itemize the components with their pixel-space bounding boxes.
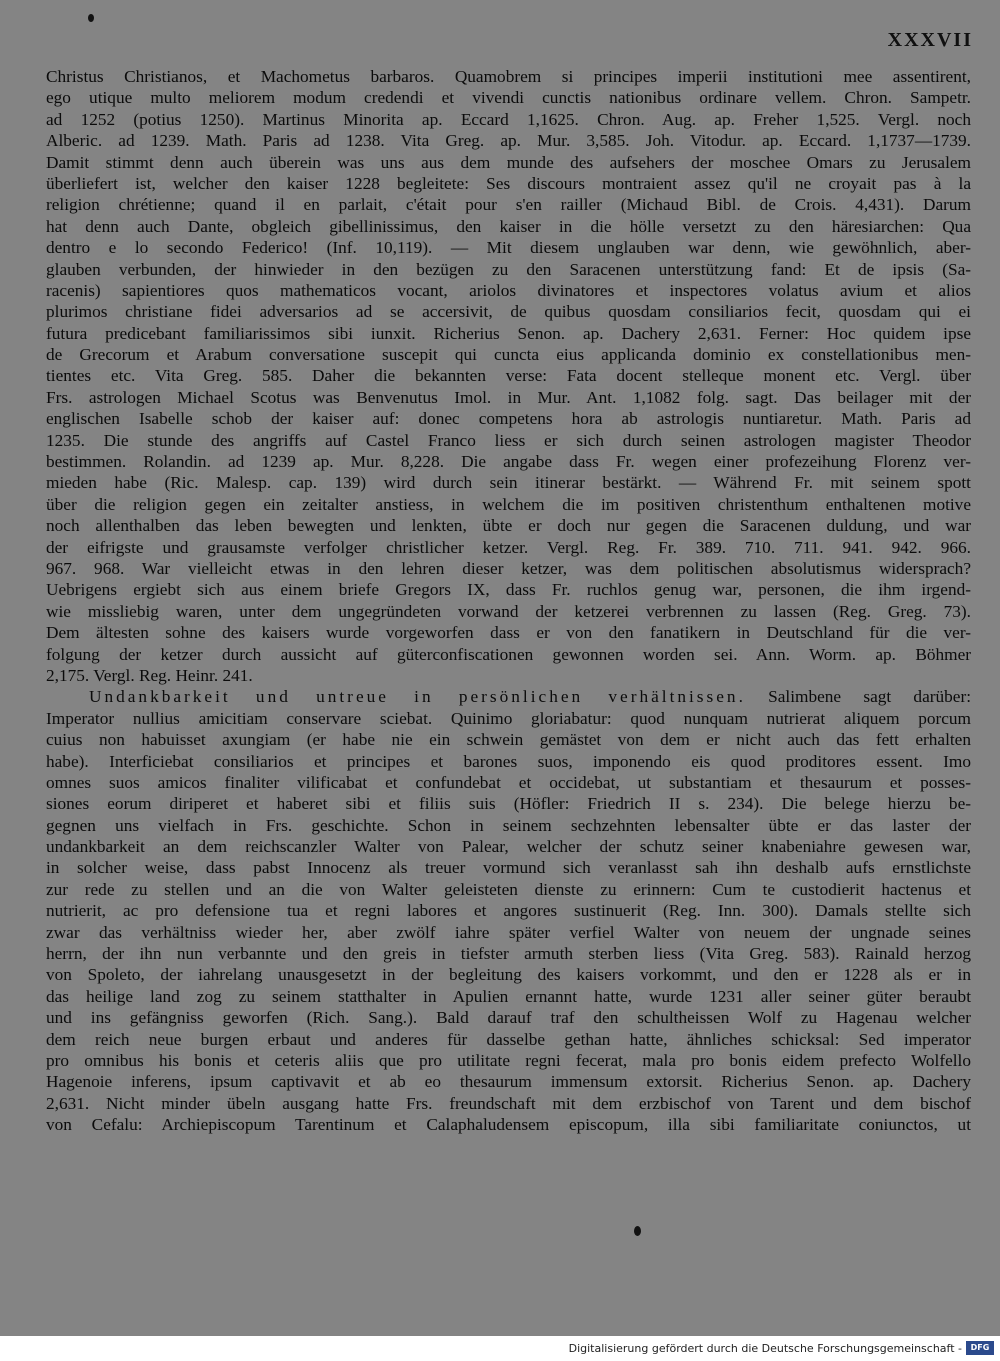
text-line: undankbarkeit an dem reichscanzler Walter von Palear, welcher der schutz seiner knabeniahre gewesen war, (46, 837, 971, 857)
text-line: bestimmen. Rolandin. ad 1239 ap. Mur. 8,228. Die angabe dass Fr. wegen einer profezeihung Florenz ver- (46, 452, 971, 472)
text-line: hat denn auch Dante, obgleich gibellinissimus, den kaiser in die hölle versetzt zu den häresiarchen: Qua (46, 216, 971, 236)
text-line: und ins gefängniss geworfen (Rich. Sang.). Bald darauf traf den schultheissen Wolf zu Hagenau welcher (46, 1008, 971, 1028)
text-line: siones eorum diriperet et haberet sibi et filiis suis (Höfler: Friedrich II s. 234). Die belege hierzu be- (46, 794, 971, 814)
text-line: wie missliebig waren, unter dem ungegründeten vorwand der ketzerei verbrennen zu lassen (Reg. Greg. 73). (46, 601, 971, 621)
text-line: plurimos christiane fidei adversarios ad se accersivit, de quibus quosdam consiliarios fecit, quosdam qui ei (46, 302, 971, 322)
text-line: religion chrétienne; quand il en parlait, c'était pour s'en railler (Michaud Bibl. de Crois. 4,431). Darum (46, 195, 971, 215)
text-line: ego utique multo meliorem modum credendi et vivendi cunctis nationibus ordinare vellem. Chron. Sampetr. (46, 88, 971, 108)
dfg-logo: DFG (966, 1341, 994, 1355)
text-line: omnes suos amicos finaliter vilificabat et confundebat et occidebat, ut substantiam et thesaurum et posses- (46, 772, 971, 792)
text-line: Imperator nullius amicitiam conservare sciebat. Quinimo gloriabatur: quod nunquam nutrierat aliquem porcum (46, 708, 971, 728)
text-line: das heilige land zog zu seinem statthalter in Apulien ernannt hatte, wurde 1231 aller seiner güter beraubt (46, 986, 971, 1006)
text-line: Christus Christianos, et Machometus barbaros. Quamobrem si principes imperii institutioni mee assentirent, (46, 67, 971, 86)
text-line: glauben verbunden, der hinwieder in den bezügen zu den Saracenen unterstützung fand: Et de ipsis (Sa- (46, 259, 971, 279)
text-line: pro omnibus his bonis et ceteris aliis que pro utilitate regni fecerat, mala pro bonis eidem prefecto Wolfello (46, 1050, 971, 1070)
text-line: 967. 968. War vielleicht etwas in den lehren dieser ketzer, was dem politischen absolutismus widersprach? (46, 558, 971, 578)
text-line: Uebrigens ergiebt sich aus einem briefe Gregors IX, dass Fr. ruchlos genug war, personen, die ihm irgend- (46, 580, 971, 600)
text-line: der eifrigste und grausamste verfolger christlicher ketzer. Vergl. Reg. Fr. 389. 710. 711. 941. 942. 966. (46, 537, 971, 557)
footer-bar (0, 1336, 1000, 1361)
text-line: von Spoleto, der iahrelang unausgesetzt in der begleitung des kaisers vorkommt, und den er 1228 als er in (46, 965, 971, 985)
text-line: folgung der ketzer durch aussicht auf güterconfiscationen gewonnen worden sei. Ann. Worm. ap. Böhmer (46, 644, 971, 664)
text-line: englischen Isabelle schob der kaiser auf: donec competens hora ab astrologis nuntiaretur. Math. Paris ad (46, 409, 971, 429)
text-line: Damit stimmt denn auch überein was uns aus dem munde des aufsehers der moschee Omars zu Jerusalem (46, 152, 971, 172)
text-line: noch allenthalben das leben bewegten und lenkten, übte er doch nur gegen die Saracenen duldung, und war (46, 516, 971, 536)
text-line: in solcher weise, dass pabst Innocenz als treuer vormund sich veranlasst sah ihn deshalb aufs ernstlichste (46, 858, 971, 878)
text-line: de Grecorum et Arabum conversatione suscepit qui cuncta eius applicanda dominio ex constellationibus men- (46, 345, 971, 365)
text-line: mieden habe (Ric. Malesp. cap. 139) wird durch sein itinerar bestärkt. — Während Fr. mit seinem spott (46, 473, 971, 493)
paragraph-heading-line (46, 686, 971, 707)
text-line: überliefert ist, welcher den kaiser 1228 begleitete: Ses discours montraient assez qu'il ne croyait pas à la (46, 173, 971, 193)
text-line: futura predicebant familiarissimos sibi iunxit. Richerius Senon. ap. Dachery 2,631. Ferner: Hoc quidem ipse (46, 323, 971, 343)
page-number: XXXVII (887, 29, 973, 51)
text-line: zur rede zu stellen und an die von Walter geleisteten dienste zu erinnern: Cum te custodierit hactenus et (46, 879, 971, 899)
ink-speck (634, 1226, 641, 1236)
text-line: zwar das verhältniss wieder her, aber zwölf iahre später verfiel Walter von neuem der ungnade seines (46, 922, 971, 942)
text-line: habe). Interficiebat consiliarios et principes et barones suos, imponendo eis quod proditores essent. Imo (46, 751, 971, 771)
text-line: Frs. astrologen Michael Scotus was Benvenutus Imol. in Mur. Ant. 1,1082 folg. sagt. Das beilager mit der (46, 387, 971, 407)
text-line: über die religion gegen ein zeitalter anstiess, in welchem die im positiven christenthum enthaltenen motive (46, 494, 971, 514)
text-line: cuius non habuisset axungiam (er habe nie ein schwein gemästet von dem er nicht auch das fett erhalten (46, 730, 971, 750)
text-line: Dem ältesten sohne des kaisers wurde vorgeworfen dass er von den fanatikern in Deutschland für die ver- (46, 623, 971, 643)
text-line: tientes etc. Vita Greg. 585. Daher die bekannten verse: Fata docent stelleque monent etc. Vergl. über (46, 366, 971, 386)
text-line: 2,631. Nicht minder übeln ausgang hatte Frs. freundschaft mit dem erzbischof von Tarent und dem bischof (46, 1093, 971, 1113)
text-line: herrn, der ihn nun verbannte und den greis in tiefster armuth sterben liess (Vita Greg. 583). Rainald herzog (46, 944, 971, 964)
paragraph-heading: Undankbarkeit und untreue in persönlichen verhältnissen. (89, 687, 746, 707)
text-line: dem reich neue burgen erbaut und anderes für dasselbe gethan hatte, ähnliches schicksal: Sed imperator (46, 1029, 971, 1049)
text-line: Hagenoie inferens, ipsum captivavit et ab eo thesaurum immensum extorsit. Richerius Senon. ap. Dachery (46, 1072, 971, 1092)
text-line: von Cefalu: Archiepiscopum Tarentinum et Calaphaludensem episcopum, illa sibi familiaritate coniunctos, ut (46, 1115, 971, 1135)
text-line: 1235. Die stunde des angriffs auf Castel Franco liess er sich durch seinen astrologen magister Theodor (46, 430, 971, 450)
text-line: gegnen uns vielfach in Frs. geschichte. Schon in seinem sechzehnten lebensalter übte er das laster der (46, 815, 971, 835)
funding-credit: Digitalisierung gefördert durch die Deutsche Forschungsgemeinschaft - (568, 1342, 962, 1355)
text-line: dentro e lo secondo Federico! (Inf. 10,119). — Mit diesem unglauben war denn, wie gewöhnlich, aber- (46, 238, 971, 258)
text-line: ad 1252 (potius 1250). Martinus Minorita ap. Eccard 1,1625. Chron. Aug. ap. Freher 1,525. Vergl. noch (46, 109, 971, 129)
text-line: Alberic. ad 1239. Math. Paris ad 1238. Vita Greg. ap. Mur. 3,585. Joh. Vitodur. ap. Eccard. 1,1737—1739. (46, 131, 971, 151)
text-line: racenis) sapientiores quos mathematicos vocant, ariolos divinatores et inspectores volatus avium et alios (46, 280, 971, 300)
text-line: 2,175. Vergl. Reg. Heinr. 241. (46, 665, 253, 685)
body-text (46, 66, 971, 1136)
paragraph-heading-tail: Salimbene sagt darüber: (745, 687, 971, 707)
ink-speck (88, 14, 94, 22)
text-line: nutrierit, ac pro defensione tua et regni labores et angores sustinuerit (Reg. Inn. 300). Damals stellte sich (46, 901, 971, 921)
